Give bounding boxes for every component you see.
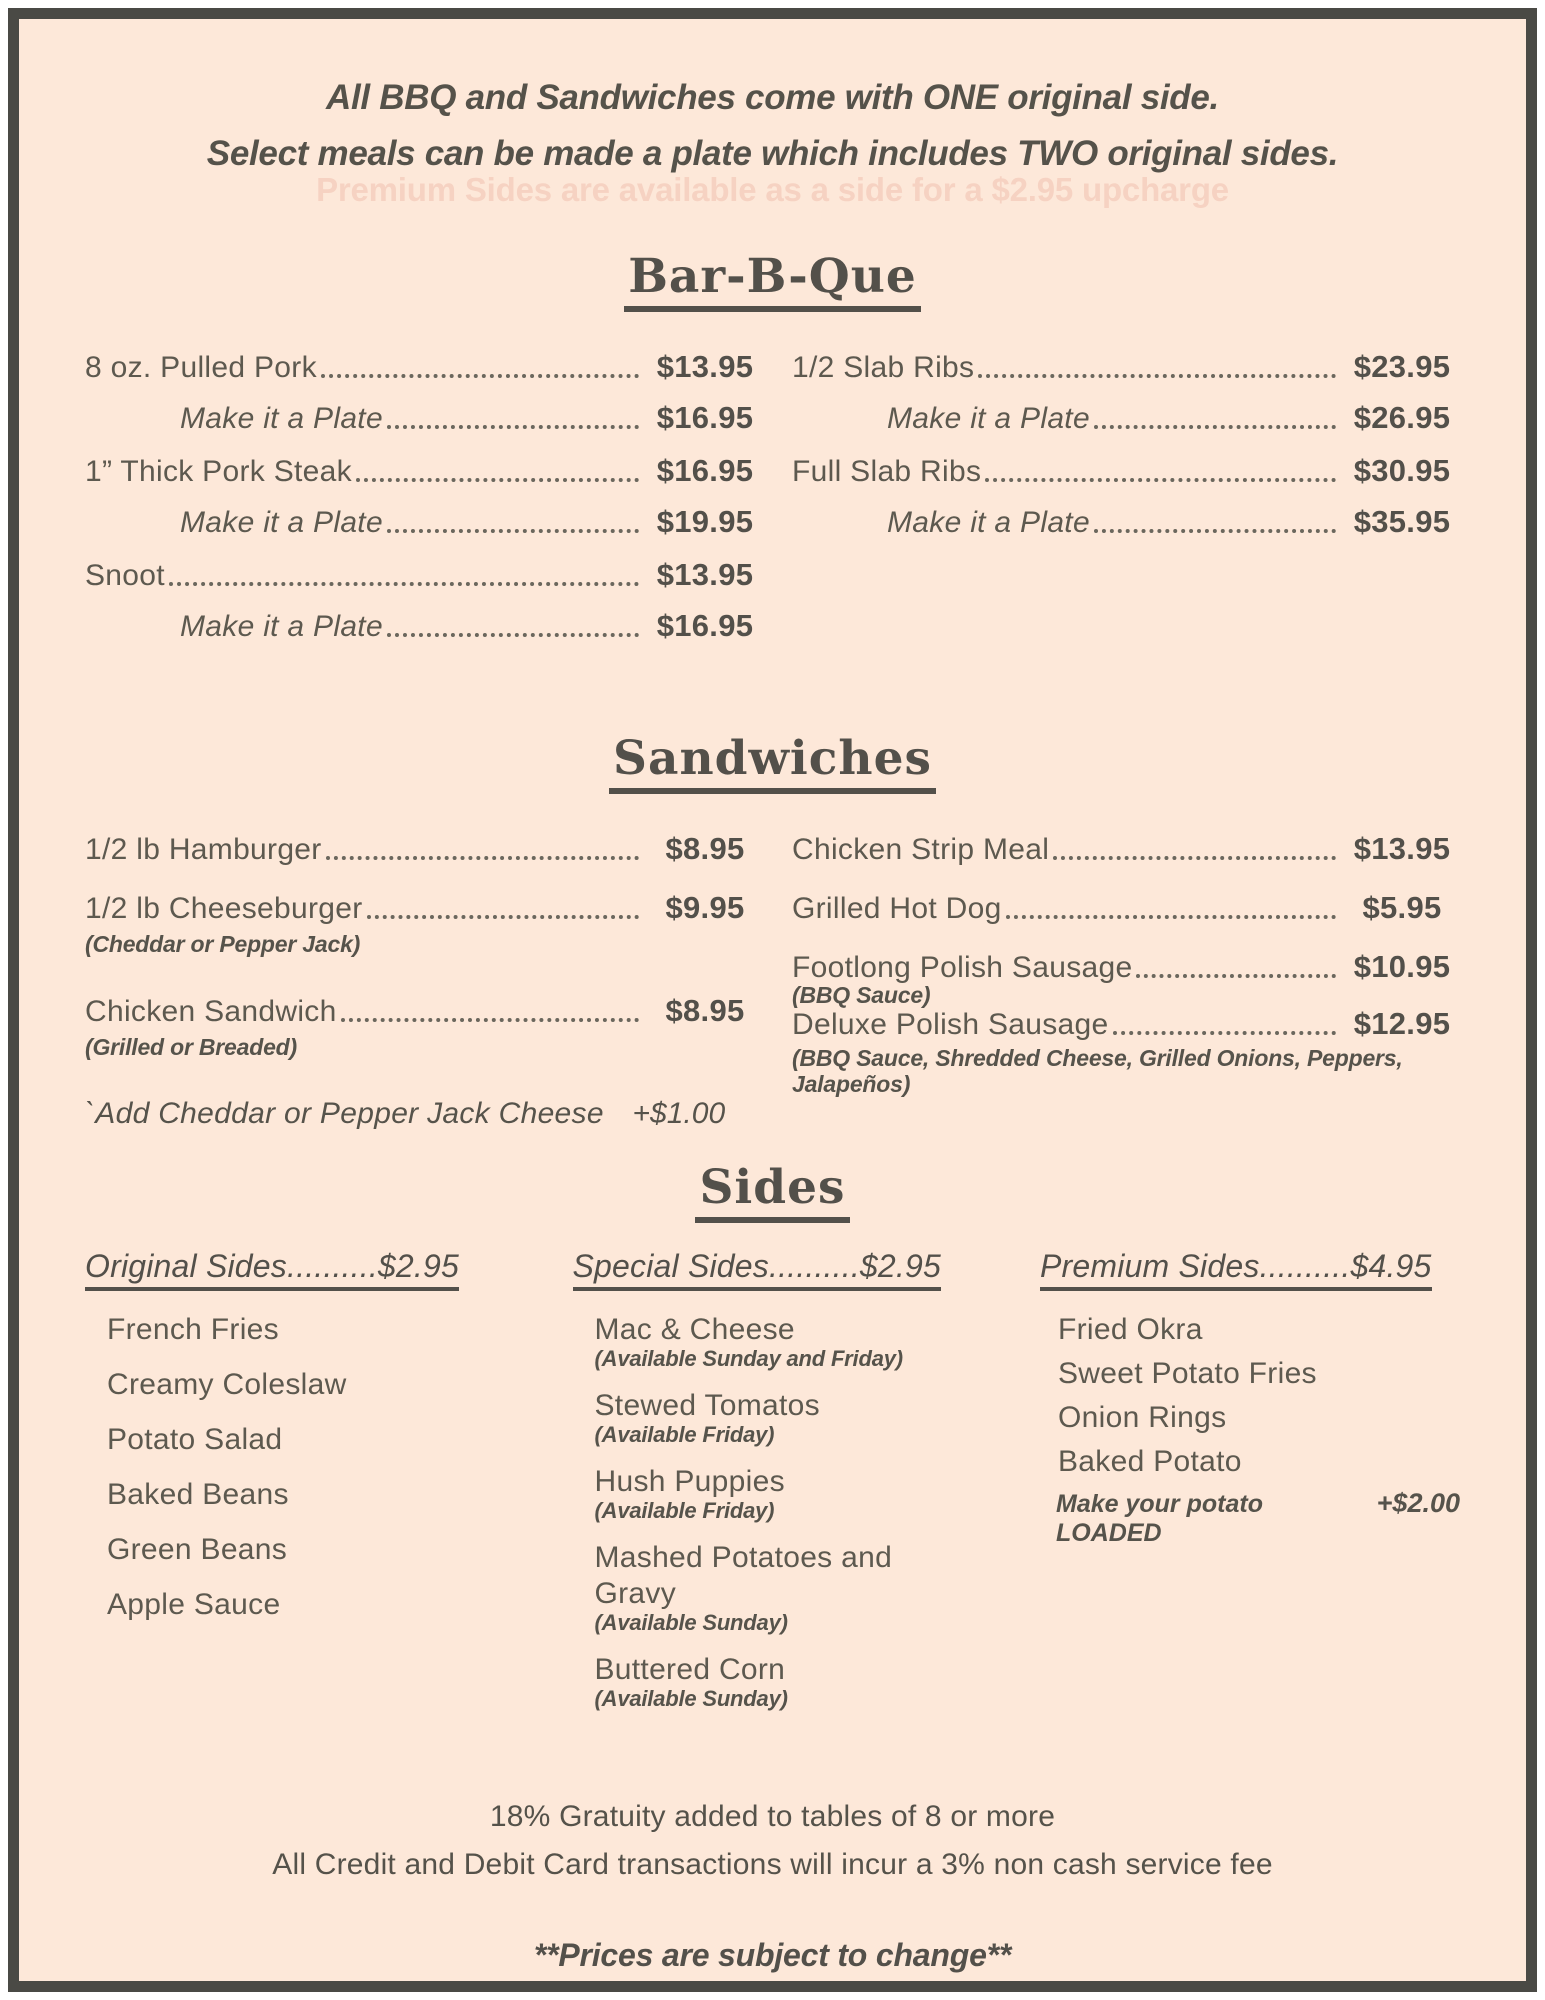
bbq-right-column: [792, 349, 1460, 661]
card-fee-note: All Credit and Debit Card transactions will incur a 3% non cash service fee: [272, 1848, 1273, 1881]
dotted-leader: [985, 478, 1336, 482]
header-dots: ..........: [287, 1248, 378, 1284]
side-item: Onion Rings: [1058, 1401, 1227, 1434]
prices-disclaimer: **Prices are subject to change**: [533, 1937, 1012, 1973]
item-price: $8.95: [665, 831, 745, 866]
premium-sides-column: [1040, 1248, 1460, 1728]
side-item: Potato Salad: [107, 1423, 283, 1456]
dotted-leader: [1136, 974, 1336, 978]
side-item: Buttered Corn: [594, 1653, 786, 1686]
special-sides-list: [573, 1312, 973, 1712]
intro-line-2: Select meals can be made a plate which includes TWO original sides.: [206, 134, 1339, 173]
plate-row: [85, 400, 763, 437]
plate-price: $16.95: [656, 400, 754, 435]
menu-content: [85, 19, 1460, 1974]
item-note: (Cheddar or Pepper Jack): [85, 931, 361, 957]
item-price: $8.95: [665, 993, 745, 1028]
menu-entry: [792, 453, 1460, 541]
menu-row: [85, 453, 763, 490]
bbq-left-column: [85, 349, 763, 661]
sides-section-title: Sides: [85, 1162, 1460, 1214]
dotted-leader: [341, 1018, 639, 1022]
original-sides-column: [85, 1248, 505, 1728]
plate-row: [85, 608, 763, 645]
plate-price: $19.95: [656, 504, 754, 539]
side-column-price: $2.95: [859, 1248, 941, 1284]
dotted-leader: [387, 425, 639, 429]
item-price: $13.95: [656, 557, 754, 592]
special-sides-header: [573, 1248, 973, 1284]
sandwiches-section-title: Sandwiches: [85, 733, 1460, 785]
dotted-leader: [1053, 856, 1336, 860]
menu-entry: [85, 453, 763, 541]
menu-row: [792, 890, 1460, 927]
dotted-leader: [387, 633, 639, 637]
plate-price: $35.95: [1353, 504, 1451, 539]
plate-row: [792, 400, 1460, 437]
item-price: $13.95: [656, 349, 754, 384]
premium-sides-list: [1040, 1312, 1460, 1548]
side-item: Baked Beans: [107, 1478, 289, 1511]
menu-row: [792, 949, 1460, 986]
menu-row: [792, 1006, 1460, 1043]
menu-row: [85, 890, 763, 927]
menu-row: [85, 557, 763, 594]
intro-line-1: All BBQ and Sandwiches come with ONE original side.: [326, 78, 1219, 117]
loaded-potato-label: Make your potato LOADED: [1056, 1490, 1263, 1547]
menu-entry: [85, 557, 763, 645]
item-price: $16.95: [656, 453, 754, 488]
menu-row: [85, 993, 763, 1030]
side-item-note: (Available Sunday): [594, 1686, 788, 1711]
side-item-note: (Available Friday): [594, 1498, 775, 1523]
sandwiches-section: [85, 831, 1460, 1132]
side-item: Mac & Cheese: [594, 1313, 795, 1346]
special-sides-column: [573, 1248, 973, 1728]
item-price: $5.95: [1362, 890, 1442, 925]
item-name: 8 oz. Pulled Pork: [85, 351, 317, 384]
plate-label: Make it a Plate: [180, 506, 383, 539]
plate-row: [792, 504, 1460, 541]
item-name: 1/2 Slab Ribs: [792, 351, 975, 384]
item-name: Chicken Sandwich: [85, 995, 337, 1028]
addon-label: `Add Cheddar or Pepper Jack Cheese: [85, 1097, 604, 1130]
side-item: Stewed Tomatos: [594, 1389, 820, 1422]
dotted-leader: [1094, 425, 1336, 429]
plate-price: $16.95: [656, 608, 754, 643]
sandwiches-left-column: [85, 831, 763, 1132]
addon-price: +$1.00: [632, 1097, 726, 1130]
menu-page: [8, 8, 1537, 1992]
plate-label: Make it a Plate: [180, 610, 383, 643]
side-item-note: (Available Sunday): [594, 1610, 788, 1635]
side-column-label: Premium Sides: [1040, 1248, 1260, 1284]
cheese-addon-row: [85, 1096, 763, 1132]
side-item: Fried Okra: [1058, 1313, 1203, 1346]
footer: [85, 1798, 1460, 1974]
bbq-section: [85, 349, 1460, 661]
item-name: Grilled Hot Dog: [792, 892, 1002, 925]
original-sides-list: [85, 1312, 505, 1623]
item-note: (Grilled or Breaded): [85, 1034, 297, 1060]
item-name: 1/2 lb Hamburger: [85, 833, 322, 866]
plate-label: Make it a Plate: [887, 506, 1090, 539]
side-item: Apple Sauce: [107, 1588, 281, 1621]
plate-row: [85, 504, 763, 541]
bbq-section-title: Bar-B-Que: [85, 251, 1460, 303]
item-note: (BBQ Sauce, Shredded Cheese, Grilled Onions, Peppers, Jalapeños): [792, 1045, 1403, 1097]
loaded-potato-note: [1056, 1488, 1460, 1548]
dotted-leader: [1006, 915, 1336, 919]
plate-label: Make it a Plate: [887, 402, 1090, 435]
intro-ghost-line: Premium Sides are available as a side for a $2.95 upcharge: [316, 171, 1229, 208]
dotted-leader: [169, 582, 639, 586]
item-price: $23.95: [1353, 349, 1451, 384]
menu-row: [792, 453, 1460, 490]
dotted-leader: [326, 856, 639, 860]
item-note: (BBQ Sauce): [792, 982, 931, 1008]
side-item: Hush Puppies: [594, 1465, 785, 1498]
side-item: Creamy Coleslaw: [107, 1368, 347, 1401]
header-dots: ..........: [769, 1248, 860, 1284]
dotted-leader: [1113, 1031, 1337, 1035]
item-name: Deluxe Polish Sausage: [792, 1008, 1109, 1041]
side-item: Mashed Potatoes and Gravy: [594, 1541, 893, 1610]
header-dots: ..........: [1259, 1248, 1351, 1284]
original-sides-header: [85, 1248, 505, 1284]
menu-row: [792, 349, 1460, 386]
plate-price: $26.95: [1353, 400, 1451, 435]
side-item: Baked Potato: [1058, 1445, 1242, 1478]
item-price: $12.95: [1353, 1006, 1451, 1041]
item-name: 1” Thick Pork Steak: [85, 455, 352, 488]
dotted-leader: [356, 478, 639, 482]
item-price: $9.95: [665, 890, 745, 925]
item-name: Full Slab Ribs: [792, 455, 982, 488]
plate-label: Make it a Plate: [180, 402, 383, 435]
dotted-leader: [387, 529, 639, 533]
premium-sides-header: [1040, 1248, 1460, 1284]
item-name: Chicken Strip Meal: [792, 833, 1050, 866]
loaded-potato-price: +$2.00: [1376, 1488, 1460, 1518]
dotted-leader: [367, 915, 639, 919]
side-column-price: $2.95: [377, 1248, 459, 1284]
side-item-note: (Available Friday): [594, 1422, 775, 1447]
item-name: Snoot: [85, 559, 165, 592]
item-name: 1/2 lb Cheeseburger: [85, 892, 363, 925]
side-item-note: (Available Sunday and Friday): [594, 1346, 903, 1371]
gratuity-note: 18% Gratuity added to tables of 8 or more: [489, 1800, 1056, 1833]
menu-entry: [792, 349, 1460, 437]
item-price: $10.95: [1353, 949, 1451, 984]
side-item: French Fries: [107, 1313, 279, 1346]
dotted-leader: [1094, 529, 1336, 533]
dotted-leader: [978, 374, 1336, 378]
dotted-leader: [321, 374, 639, 378]
item-price: $13.95: [1353, 831, 1451, 866]
sides-section: [85, 1248, 1460, 1728]
menu-row: [85, 831, 763, 868]
side-column-label: Original Sides: [85, 1248, 288, 1284]
item-name: Footlong Polish Sausage: [792, 951, 1133, 984]
menu-entry: [85, 349, 763, 437]
side-column-price: $4.95: [1350, 1248, 1432, 1284]
side-item: Green Beans: [107, 1533, 288, 1566]
side-item: Sweet Potato Fries: [1058, 1357, 1317, 1390]
sandwiches-right-column: [792, 831, 1460, 1132]
menu-row: [85, 349, 763, 386]
menu-row: [792, 831, 1460, 868]
side-column-label: Special Sides: [572, 1248, 769, 1284]
item-price: $30.95: [1353, 453, 1451, 488]
